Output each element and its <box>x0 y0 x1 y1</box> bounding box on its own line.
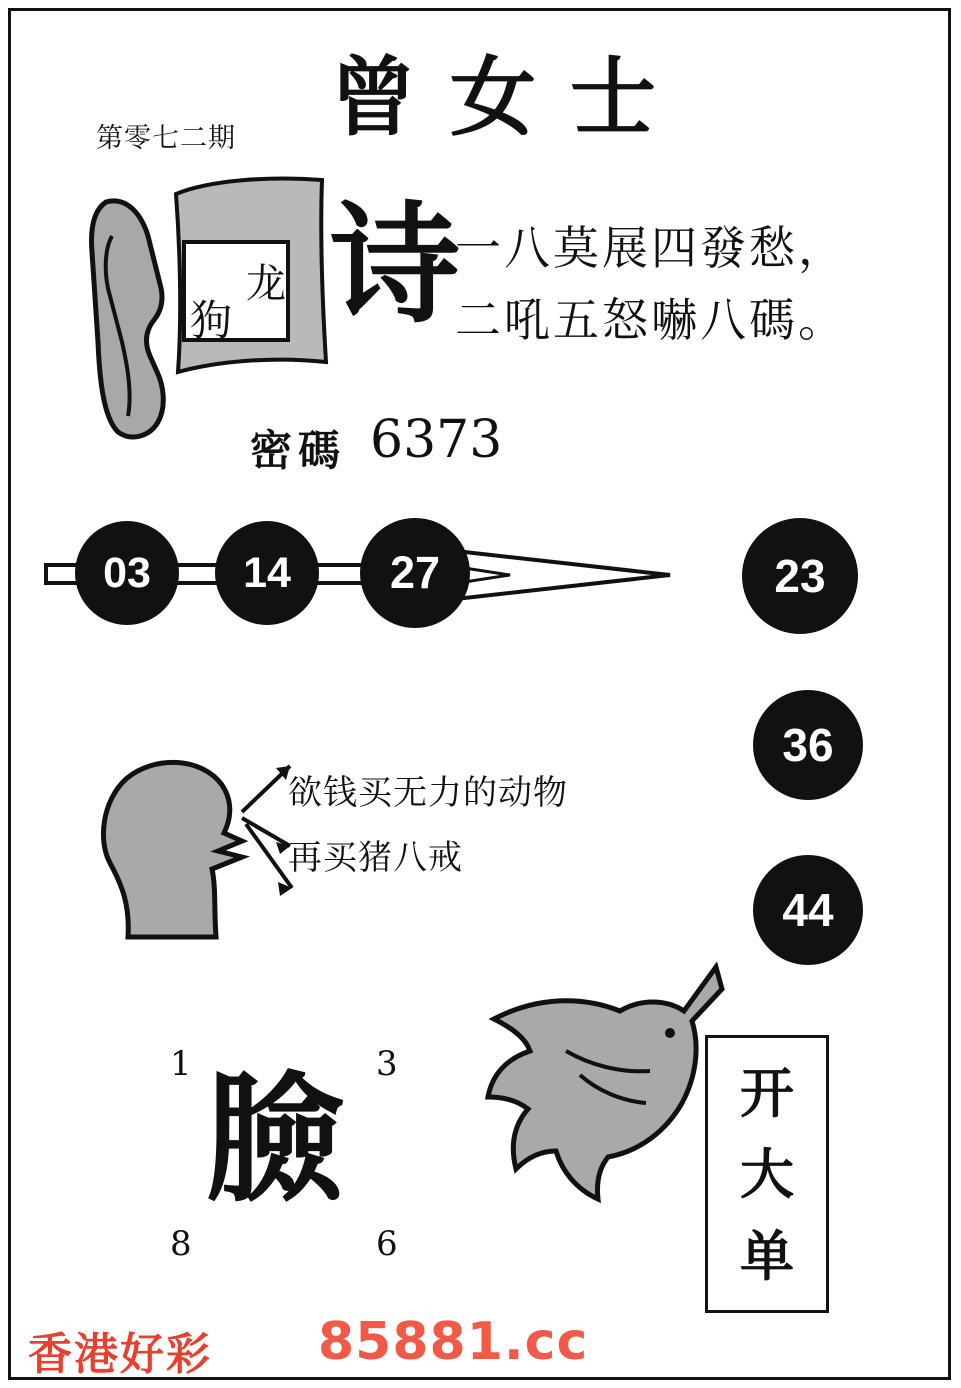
issue-label: 第零七二期 <box>96 123 236 154</box>
corner-digit-top-left: 1 <box>170 1044 192 1084</box>
poem-line-2: 二吼五怒嚇八碼。 <box>455 293 847 347</box>
ball-number: 03 <box>75 521 179 625</box>
ball-number: 36 <box>753 690 863 800</box>
password-value: 6373 <box>370 410 503 470</box>
ball-number: 14 <box>215 521 319 625</box>
big-char-shi: 诗 <box>330 188 461 341</box>
poem-line-1: 一八莫展四發愁， <box>455 221 847 275</box>
plaque-char-bottom: 狗 <box>190 296 233 345</box>
corner-digit-top-right: 3 <box>376 1044 398 1084</box>
plaque-char-top: 龙 <box>246 261 286 307</box>
footer-brand: 香港好彩 <box>28 1329 212 1380</box>
corner-digit-bottom-right: 6 <box>376 1224 398 1264</box>
ball-number: 27 <box>360 518 470 628</box>
speech-line-1: 欲钱买无力的动物 <box>288 773 568 813</box>
footer-url: 85881.cc <box>318 1312 589 1372</box>
vertical-banner <box>705 1035 829 1313</box>
speech-line-2: 再买猪八戒 <box>288 838 463 878</box>
ball-number: 44 <box>753 855 863 965</box>
banner-char: 开 <box>740 1060 794 1125</box>
corner-digit-bottom-left: 8 <box>170 1224 192 1264</box>
banner-char: 单 <box>740 1223 794 1288</box>
ball-number: 23 <box>742 518 858 634</box>
banner-char: 大 <box>740 1142 794 1206</box>
big-char-face: 臉 <box>205 1058 346 1222</box>
brand-title: 曾女士 <box>330 47 690 148</box>
password-label: 密碼 <box>250 426 347 475</box>
phone-handset-icon <box>88 192 178 442</box>
